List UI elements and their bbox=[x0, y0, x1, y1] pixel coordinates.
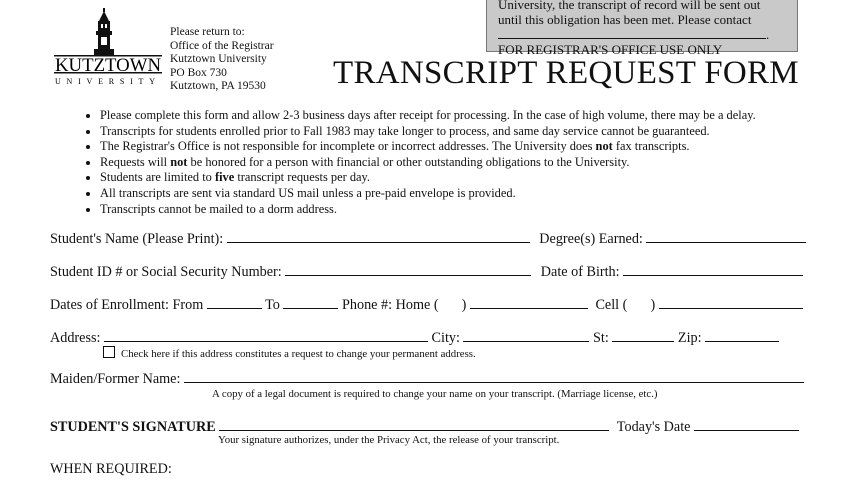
cell-area-code-field[interactable] bbox=[631, 298, 647, 309]
list-item: • All transcripts are sent via standard US mail unless a pre-paid envelope is provided. bbox=[100, 186, 850, 202]
todays-date-label: Today's Date bbox=[616, 419, 691, 435]
list-item: • The Registrar's Office is not responsible for incomplete or incorrect addresses. The University does not fax transcripts. bbox=[100, 139, 850, 155]
office-box-line: until this obligation has been met. Please contact bbox=[498, 12, 752, 27]
degrees-field[interactable] bbox=[646, 231, 806, 243]
dob-field[interactable] bbox=[623, 264, 803, 276]
phone-home-label: Phone #: Home ( bbox=[342, 297, 439, 313]
list-item: • Transcripts cannot be mailed to a dorm address. bbox=[100, 202, 850, 218]
enroll-to-label: To bbox=[265, 297, 280, 313]
maiden-name-field[interactable] bbox=[184, 371, 804, 383]
state-label: St: bbox=[593, 330, 609, 346]
signature-label: STUDENT'S SIGNATURE bbox=[50, 419, 216, 435]
registrar-office-box bbox=[486, 0, 798, 57]
name-field[interactable] bbox=[227, 231, 530, 243]
home-phone-field[interactable] bbox=[470, 297, 588, 309]
address-label: Address: bbox=[50, 330, 101, 346]
office-use-label: FOR REGISTRAR'S OFFICE USE ONLY bbox=[498, 42, 723, 57]
contact-blank[interactable] bbox=[498, 27, 766, 39]
enroll-to-field[interactable] bbox=[283, 297, 338, 309]
maiden-name-label: Maiden/Former Name: bbox=[50, 371, 181, 387]
degrees-label: Degree(s) Earned: bbox=[539, 231, 643, 247]
logo-subword: UNIVERSITY bbox=[55, 77, 161, 86]
logo-word: KUTZTOWN bbox=[55, 55, 162, 76]
enroll-from-field[interactable] bbox=[207, 297, 262, 309]
signature-note: Your signature authorizes, under the Privacy Act, the release of your transcript. bbox=[218, 434, 560, 446]
return-line: Please return to: bbox=[170, 26, 245, 38]
office-box-line: . bbox=[766, 27, 770, 42]
dob-label: Date of Birth: bbox=[540, 264, 620, 280]
list-item: • Requests will not be honored for a person with financial or other outstanding obligations to the University. bbox=[100, 155, 850, 171]
list-item: • Transcripts for students enrolled prior to Fall 1983 may take longer to process, and same day service cannot be guaranteed. bbox=[100, 124, 850, 140]
return-line: Office of the Registrar bbox=[170, 39, 274, 52]
list-item: • Students are limited to five transcript requests per day. bbox=[100, 170, 850, 186]
kutztown-logo bbox=[48, 6, 168, 88]
city-field[interactable] bbox=[463, 330, 589, 342]
return-line: PO Box 730 bbox=[170, 66, 227, 79]
change-address-row bbox=[103, 346, 476, 360]
instructions-list bbox=[58, 108, 850, 217]
row-maiden-name bbox=[50, 371, 804, 388]
when-required-label: WHEN REQUIRED: bbox=[50, 461, 172, 477]
office-box-line: University, the transcript of record will be sent out bbox=[498, 0, 761, 12]
return-address bbox=[170, 26, 274, 94]
return-line: Kutztown University bbox=[170, 53, 267, 65]
address-field[interactable] bbox=[104, 330, 428, 342]
change-address-label: Check here if this address constitutes a request to change your permanent address. bbox=[121, 348, 476, 360]
list-item: • Please complete this form and allow 2-3 business days after receipt for processing. In the case of high volume, there may be a delay. bbox=[100, 108, 850, 124]
row-enrollment: Dates of Enrollment: From To Phone #: Home ( ) Cell ( ) bbox=[50, 297, 803, 314]
student-id-label: Student ID # or Social Security Number: bbox=[50, 264, 282, 280]
zip-label: Zip: bbox=[677, 330, 702, 346]
zip-field[interactable] bbox=[705, 330, 779, 342]
row-student-id bbox=[50, 264, 803, 281]
row-name bbox=[50, 231, 806, 248]
maiden-note: A copy of a legal document is required to change your name on your transcript. (Marriage license, etc.) bbox=[212, 388, 658, 400]
return-line: Kutztown, PA 19530 bbox=[170, 80, 266, 92]
enroll-from-label: Dates of Enrollment: From bbox=[50, 297, 204, 313]
state-field[interactable] bbox=[612, 330, 674, 342]
row-address bbox=[50, 330, 779, 347]
cell-label: Cell ( bbox=[595, 297, 628, 313]
todays-date-field[interactable] bbox=[694, 419, 799, 431]
cell-phone-field[interactable] bbox=[659, 297, 803, 309]
city-label: City: bbox=[431, 330, 460, 346]
student-id-field[interactable] bbox=[285, 264, 531, 276]
change-address-checkbox[interactable] bbox=[103, 346, 115, 358]
signature-field[interactable] bbox=[219, 419, 609, 431]
form-title: TRANSCRIPT REQUEST FORM bbox=[333, 55, 799, 91]
name-label: Student's Name (Please Print): bbox=[50, 231, 224, 247]
area-code-field[interactable] bbox=[442, 298, 458, 309]
